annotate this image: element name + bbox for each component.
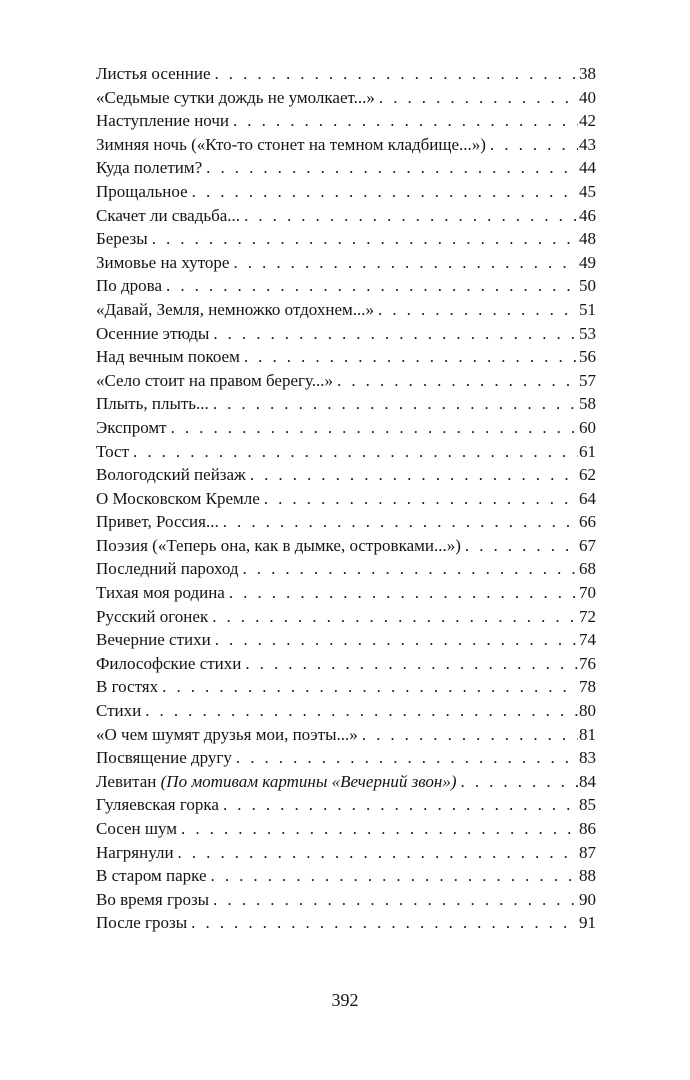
dot-leader <box>379 86 578 110</box>
entry-page-number: 76 <box>579 653 596 673</box>
toc-entry <box>96 180 596 204</box>
toc-entry <box>96 770 596 794</box>
toc-entry <box>96 534 596 558</box>
entry-title <box>96 392 213 416</box>
toc-entry <box>96 605 596 629</box>
page-number: 392 <box>331 990 359 1010</box>
entry-title-text: Нагрянули <box>96 842 174 862</box>
entry-title <box>96 888 213 912</box>
entry-page-number: 88 <box>579 866 596 886</box>
toc-entry <box>96 251 596 275</box>
entry-page-number: 80 <box>579 701 596 721</box>
dot-leader <box>213 392 578 416</box>
entry-title-text: Русский огонек <box>96 606 209 626</box>
entry-title-text: «Село стоит на правом берегу...» <box>96 370 334 390</box>
entry-page-number: 58 <box>579 394 596 414</box>
toc-entry <box>96 204 596 228</box>
entry-title-text: Во время грозы <box>96 889 210 909</box>
entry-title <box>96 723 362 747</box>
entry-page-number: 81 <box>579 724 596 744</box>
entry-title <box>96 298 378 322</box>
entry-page-number: 78 <box>579 677 596 697</box>
entry-title-text: Тихая моя родина <box>96 583 225 603</box>
entry-title <box>96 180 192 204</box>
toc-entry <box>96 487 596 511</box>
entry-title <box>96 416 171 440</box>
entry-page-number: 53 <box>579 323 596 343</box>
dot-leader <box>250 463 578 487</box>
toc-entry <box>96 109 596 133</box>
entry-title <box>96 557 242 581</box>
entry-title-text: После грозы <box>96 913 188 933</box>
entry-page-number: 38 <box>579 64 596 83</box>
dot-leader <box>378 298 578 322</box>
entry-page-number: 46 <box>579 205 596 225</box>
entry-page-number: 48 <box>579 229 596 249</box>
entry-title <box>96 675 162 699</box>
toc-entry <box>96 864 596 888</box>
entry-page-number: 84 <box>579 771 596 791</box>
entry-title-text: Посвящение другу <box>96 748 232 768</box>
entry-page-number: 86 <box>579 819 596 838</box>
entry-title <box>96 699 145 723</box>
entry-title-text: Поэзия («Теперь она, как в дымке, островками...») <box>96 535 461 555</box>
dot-leader <box>242 557 578 581</box>
entry-page-number: 64 <box>579 488 596 508</box>
entry-title <box>96 793 223 817</box>
entry-title-text: Левитан <box>96 771 157 791</box>
entry-title-text: В старом парке <box>96 866 207 886</box>
entry-page-number: 51 <box>579 299 596 319</box>
entry-title <box>96 841 178 865</box>
entry-page-number: 56 <box>579 347 596 367</box>
entry-title <box>96 227 152 251</box>
entry-title <box>96 369 337 393</box>
dot-leader <box>461 770 578 794</box>
entry-page-number: 45 <box>579 181 596 201</box>
entry-title-text: Листья осенние <box>96 64 211 83</box>
entry-title-text: В гостях <box>96 677 159 697</box>
toc-entry <box>96 392 596 416</box>
entry-page-number: 85 <box>579 795 596 815</box>
entry-page-number: 60 <box>579 417 596 437</box>
dot-leader <box>133 440 578 464</box>
entry-title <box>96 510 223 534</box>
dot-leader <box>337 369 578 393</box>
toc-entry <box>96 557 596 581</box>
entry-title-text: Наступление ночи <box>96 111 229 131</box>
entry-title <box>96 345 244 369</box>
toc-entry <box>96 652 596 676</box>
toc-entry <box>96 817 596 841</box>
entry-title <box>96 322 213 346</box>
dot-leader <box>191 911 578 935</box>
entry-title-text: «О чем шумят друзья мои, поэты...» <box>96 724 358 744</box>
entry-title-text: Экспромт <box>96 417 167 437</box>
entry-title <box>96 440 133 464</box>
entry-title <box>96 652 245 676</box>
dot-leader <box>212 605 578 629</box>
toc-entry <box>96 628 596 652</box>
dot-leader <box>490 133 578 157</box>
entry-title-text: Осенние этюды <box>96 323 210 343</box>
dot-leader <box>214 62 578 86</box>
dot-leader <box>264 487 578 511</box>
dot-leader <box>223 793 578 817</box>
toc-entry <box>96 581 596 605</box>
entry-title-text: Тост <box>96 441 130 461</box>
entry-title-text: Вечерние стихи <box>96 630 211 650</box>
entry-title <box>96 487 264 511</box>
entry-page-number: 87 <box>579 842 596 862</box>
entry-title-text: Последний пароход <box>96 559 239 579</box>
entry-title <box>96 133 490 157</box>
toc-entry <box>96 510 596 534</box>
entry-title-text: О Московском Кремле <box>96 488 260 508</box>
toc-entry <box>96 274 596 298</box>
dot-leader <box>181 817 578 841</box>
toc-entry <box>96 675 596 699</box>
dot-leader <box>162 675 578 699</box>
entry-page-number: 72 <box>579 606 596 626</box>
entry-page-number: 43 <box>579 134 596 154</box>
dot-leader <box>171 416 578 440</box>
entry-page-number: 74 <box>579 630 596 650</box>
entry-title-text: Над вечным покоем <box>96 347 240 367</box>
entry-title-text: Сосен шум <box>96 819 178 838</box>
entry-title-text: Куда полетим? <box>96 158 203 178</box>
entry-title-text: Вологодский пейзаж <box>96 465 246 485</box>
entry-page-number: 62 <box>579 465 596 485</box>
entry-title <box>96 109 233 133</box>
dot-leader <box>245 652 578 676</box>
entry-title <box>96 628 215 652</box>
entry-title-text: Философские стихи <box>96 653 242 673</box>
entry-title <box>96 463 250 487</box>
entry-page-number: 70 <box>579 583 596 603</box>
entry-subtitle: (По мотивам картины «Вечерний звон») <box>160 771 457 791</box>
entry-title <box>96 864 211 888</box>
entry-page-number: 67 <box>579 535 596 555</box>
dot-leader <box>236 746 578 770</box>
entry-page-number: 61 <box>579 441 596 461</box>
toc-entry <box>96 699 596 723</box>
entry-title-text: Стихи <box>96 701 142 721</box>
dot-leader <box>233 251 578 275</box>
toc-entry <box>96 156 596 180</box>
entry-title <box>96 911 191 935</box>
entry-page-number: 68 <box>579 559 596 579</box>
toc-entry <box>96 416 596 440</box>
entry-title-text: «Седьмые сутки дождь не умолкает...» <box>96 87 375 107</box>
toc-entry <box>96 86 596 110</box>
dot-leader <box>213 888 578 912</box>
entry-page-number: 66 <box>579 512 596 532</box>
entry-title-text: Гуляевская горка <box>96 795 219 815</box>
entry-page-number: 49 <box>579 252 596 272</box>
entry-title <box>96 581 229 605</box>
dot-leader <box>192 180 578 204</box>
toc-entry <box>96 841 596 865</box>
entry-title-text: Зимняя ночь («Кто-то стонет на темном кладбище...») <box>96 134 486 154</box>
entry-page-number: 42 <box>579 111 596 131</box>
toc-entry <box>96 463 596 487</box>
entry-page-number: 50 <box>579 276 596 296</box>
entry-title <box>96 204 244 228</box>
toc-entry <box>96 322 596 346</box>
toc-entry <box>96 723 596 747</box>
entry-title-text: По дрова <box>96 276 163 296</box>
entry-title <box>96 770 461 794</box>
entry-title-text: Березы <box>96 229 148 249</box>
dot-leader <box>166 274 578 298</box>
dot-leader <box>145 699 578 723</box>
entry-page-number: 83 <box>579 748 596 768</box>
dot-leader <box>215 628 578 652</box>
entry-title-text: Привет, Россия... <box>96 512 219 532</box>
entry-title-text: Зимовье на хуторе <box>96 252 230 272</box>
entry-page-number: 57 <box>579 370 596 390</box>
entry-title <box>96 86 379 110</box>
entry-title <box>96 605 212 629</box>
entry-title <box>96 156 206 180</box>
entry-page-number: 40 <box>579 87 596 107</box>
toc-entry <box>96 227 596 251</box>
toc-entry <box>96 133 596 157</box>
entry-page-number: 44 <box>579 158 596 178</box>
entry-title <box>96 746 236 770</box>
entry-title-text: Скачет ли свадьба... <box>96 205 241 225</box>
entry-page-number: 91 <box>579 913 596 933</box>
toc-entry <box>96 345 596 369</box>
entry-title-text: Плыть, плыть... <box>96 394 209 414</box>
dot-leader <box>152 227 578 251</box>
table-of-contents <box>96 62 596 935</box>
entry-title <box>96 251 233 275</box>
entry-title <box>96 274 166 298</box>
toc-entry <box>96 911 596 935</box>
dot-leader <box>465 534 578 558</box>
dot-leader <box>223 510 578 534</box>
toc-entry <box>96 369 596 393</box>
dot-leader <box>244 345 578 369</box>
dot-leader <box>211 864 578 888</box>
dot-leader <box>178 841 578 865</box>
entry-page-number: 90 <box>579 889 596 909</box>
toc-entry <box>96 888 596 912</box>
dot-leader <box>229 581 578 605</box>
entry-title <box>96 62 214 86</box>
toc-entry <box>96 440 596 464</box>
dot-leader <box>362 723 578 747</box>
toc-entry <box>96 793 596 817</box>
dot-leader <box>213 322 578 346</box>
dot-leader <box>244 204 578 228</box>
toc-entry <box>96 298 596 322</box>
toc-entry <box>96 62 596 86</box>
entry-title <box>96 534 465 558</box>
entry-title-text: Прощальное <box>96 181 188 201</box>
entry-title-text: «Давай, Земля, немножко отдохнем...» <box>96 299 375 319</box>
entry-title <box>96 817 181 841</box>
dot-leader <box>206 156 578 180</box>
dot-leader <box>233 109 578 133</box>
toc-entry <box>96 746 596 770</box>
